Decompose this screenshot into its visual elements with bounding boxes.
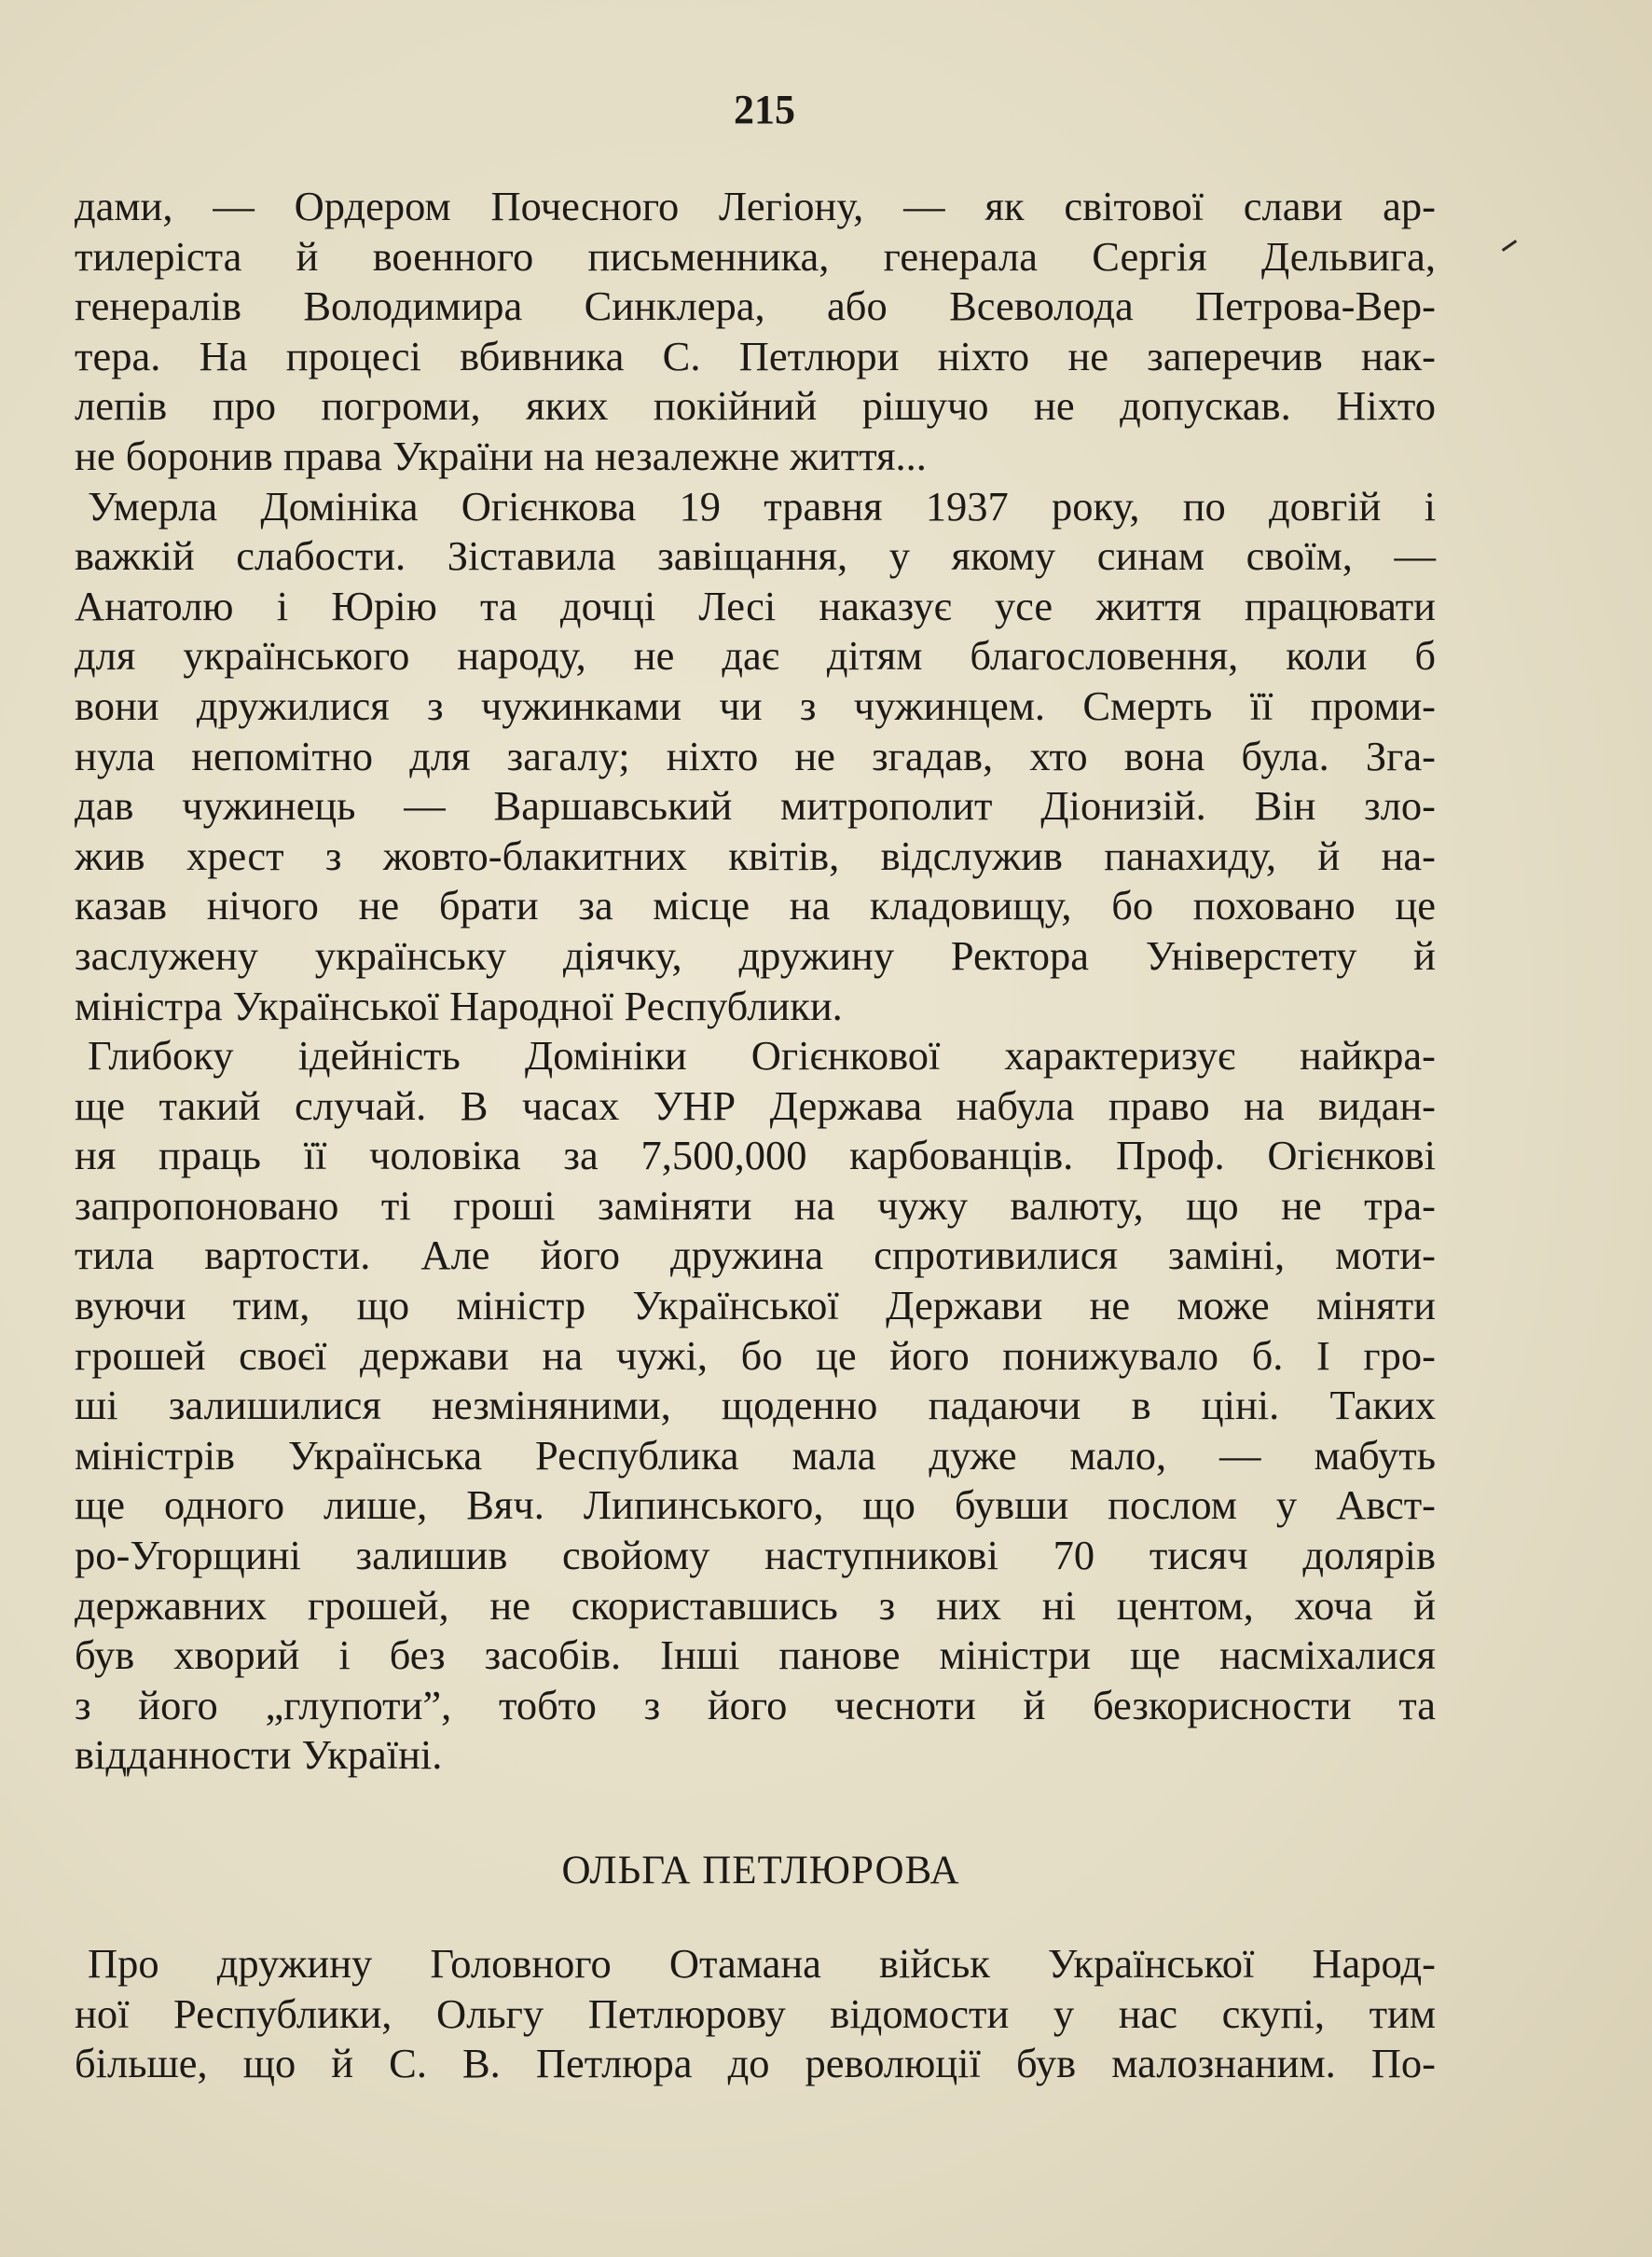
margin-pencil-mark (1502, 240, 1517, 252)
text-line: казав нічого не брати за місце на кладовищу, бо поховано це (75, 882, 1436, 929)
text-line: міністра Української Народної Республики. (75, 982, 843, 1029)
text-line: ро-Угорщині залишив свойому наступникові 70 тисяч долярів (75, 1532, 1436, 1579)
text-line: ної Республики, Ольгу Петлюрову відомости у нас скупі, тим (75, 1989, 1436, 2037)
text-line: нула непомітно для загалу; ніхто не згадав, хто вона була. Зга- (75, 732, 1436, 779)
paragraph-1 (75, 182, 1436, 482)
text-line: тилеріста й военного письменника, генерала Сергія Дельвига, (75, 232, 1436, 280)
section-text (75, 1939, 1436, 2089)
paragraph-2 (75, 482, 1436, 1032)
text-line: міністрів Українська Республика мала дуже мало, — мабуть (75, 1431, 1436, 1479)
text-line: з його „глупоти”, тобто з його чесноти й безкорисности та (75, 1681, 1436, 1728)
text-line: тера. На процесі вбивника С. Петлюри ніхто не заперечив нак- (75, 332, 1436, 379)
text-line: для українського народу, не дає дітям благословення, коли б (75, 632, 1436, 680)
text-line: генералів Володимира Синклера, або Всеволода Петрова-Вер- (75, 282, 1436, 330)
text-line: відданности Україні. (75, 1731, 443, 1779)
text-line: ще одного лише, Вяч. Липинського, що бувши послом у Авст- (75, 1481, 1436, 1529)
text-line: вуючи тим, що міністр Української Держави не може міняти (75, 1282, 1436, 1329)
text-line: ще такий случай. В часах УНР Держава набула право на видан- (75, 1081, 1436, 1129)
text-line: важкій слабости. Зіставила завіщання, у якому синам своїм, — (75, 532, 1436, 580)
page-number: 215 (734, 87, 795, 132)
text-line: вони дружилися з чужинками чи з чужинцем. Смерть її проми- (75, 681, 1436, 729)
text-line: ня праць її чоловіка за 7,500,000 карбованців. Проф. Огієнкові (75, 1132, 1436, 1179)
paragraph-3 (75, 1031, 1436, 1781)
text-line: тила вартости. Але його дружина спротивилися заміні, моти- (75, 1232, 1436, 1279)
text-line: Анатолю і Юрію та дочці Лесі наказує усе життя працювати (75, 582, 1436, 629)
text-line: заслужену українську діячку, дружину Ректора Універстету й (75, 931, 1436, 979)
text-line: Глибоку ідейність Домініки Огієнкової характеризує найкра- (88, 1032, 1436, 1080)
section-heading: ОЛЬГА ПЕТЛЮРОВА (561, 1849, 960, 1892)
text-line: не боронив права України на незалежне життя... (75, 432, 927, 479)
text-line: Умерла Домініка Огієнкова 19 травня 1937 року, по довгій і (88, 482, 1436, 530)
text-line: дами, — Ордером Почесного Легіону, — як світової слави ар- (75, 183, 1436, 229)
text-line: дав чужинець — Варшавський митрополит Діонизій. Він зло- (75, 782, 1436, 830)
text-line: ші залишилися незміняними, щоденно падаючи в ціні. Таких (75, 1382, 1436, 1429)
text-line: жив хрест з жовто-блакитних квітів, відслужив панахиду, й на- (75, 832, 1436, 879)
main-text (75, 182, 1436, 1781)
text-line: був хворий і без засобів. Інші панове міністри ще насміхалися (75, 1631, 1436, 1679)
text-line: більше, що й С. В. Петлюра до революції був малознаним. По- (75, 2040, 1436, 2087)
text-line: державних грошей, не скориставшись з них ні центом, хоча й (75, 1581, 1436, 1629)
text-line: Про дружину Головного Отамана військ Української Народ- (88, 1940, 1436, 1987)
text-line: запропоновано ті гроші заміняти на чужу валюту, що не тра- (75, 1181, 1436, 1229)
text-line: лепів про погроми, яких покійний рішучо не допускав. Ніхто (75, 382, 1436, 430)
text-line: грошей своєї держави на чужі, бо це його понижувало б. І гро- (75, 1331, 1436, 1379)
